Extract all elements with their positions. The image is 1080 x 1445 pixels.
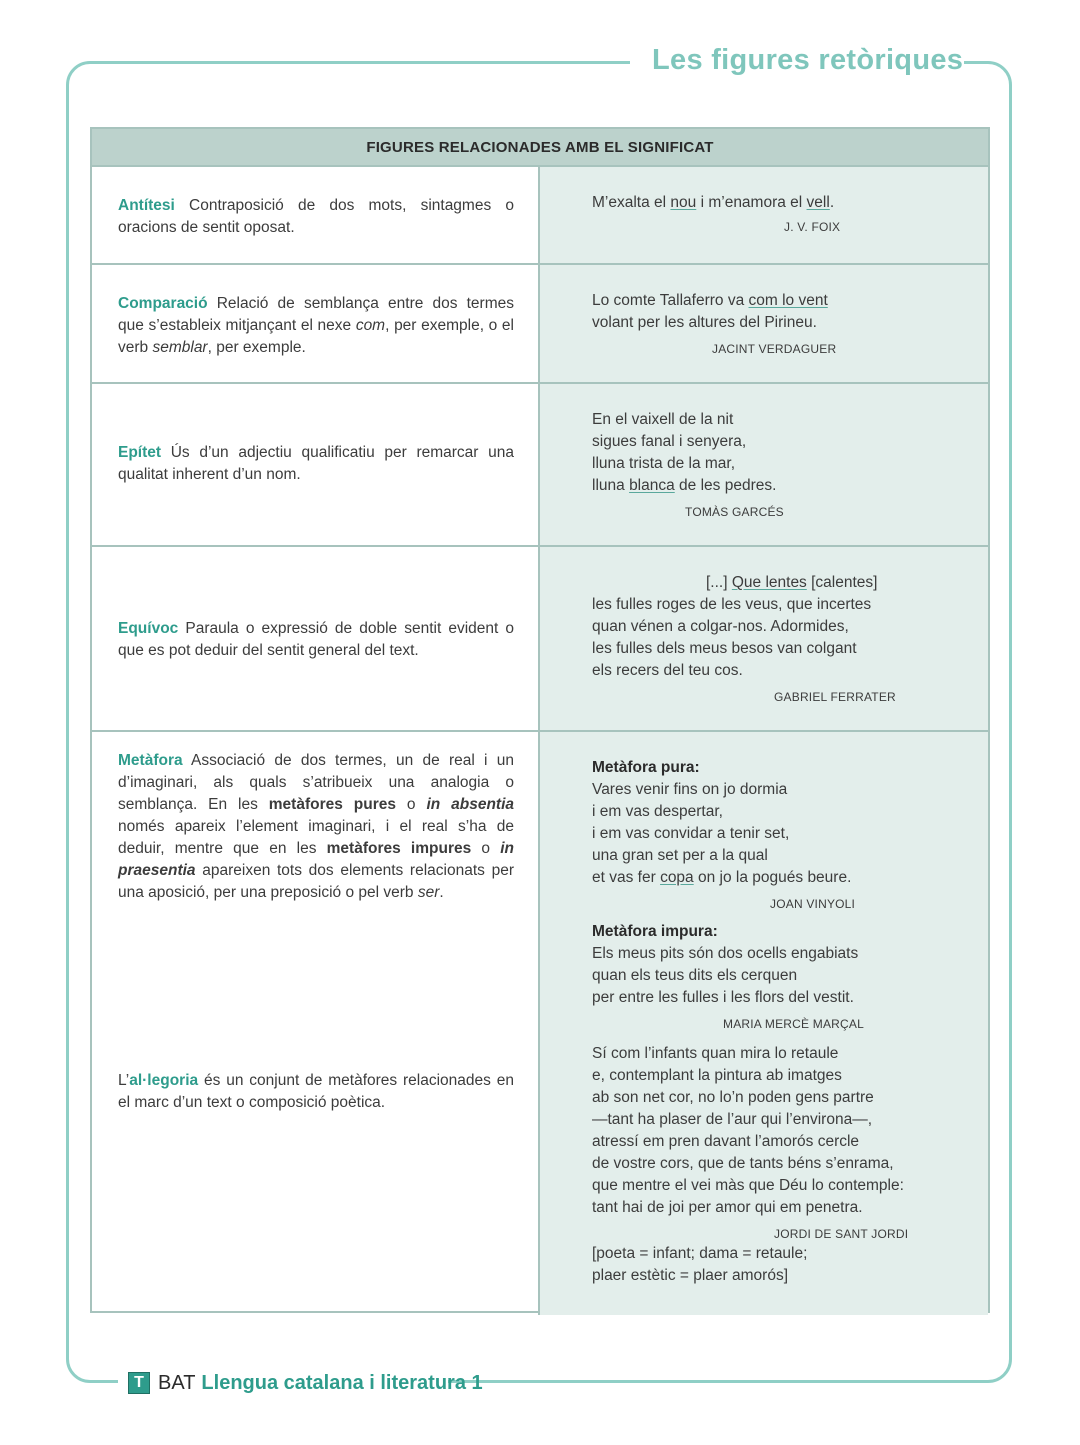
allegoria-definition <box>118 1070 514 1114</box>
example-note: [poeta = infant; dama = retaule; <box>592 1245 808 1262</box>
bold-term: metàfores impures <box>326 840 472 857</box>
underlined-word: nou <box>670 194 697 211</box>
footer-level: BAT <box>158 1371 196 1394</box>
table-row-metafora <box>92 732 988 1315</box>
text-fragment: de les pedres. <box>674 477 777 494</box>
definition-text: Paraula o expressió de doble sentit evident o que es pot deduir del sentit general del text. <box>118 620 514 659</box>
author-sant-jordi: JORDI DE SANT JORDI <box>774 1227 909 1241</box>
t-badge-icon: T <box>128 1372 150 1394</box>
example-line <box>592 192 988 214</box>
definition-text: L’ <box>118 1072 130 1089</box>
example-line: i em vas despertar, <box>592 803 723 820</box>
text-fragment: lluna <box>592 477 630 494</box>
example-line: i em vas convidar a tenir set, <box>592 825 790 842</box>
underlined-word: Que lentes <box>731 574 807 591</box>
term-antitesi: Antítesi <box>118 197 175 214</box>
author-garces: TOMÀS GARCÉS <box>685 505 784 519</box>
term-equivoc: Equívoc <box>118 620 179 637</box>
table-row-epitet <box>92 384 988 547</box>
example-line: tant hai de joi per amor qui em penetra. <box>592 1199 863 1216</box>
example-cell <box>540 547 988 730</box>
example-line: les fulles roges de les veus, que incertes <box>592 596 872 613</box>
example-cell <box>540 167 988 263</box>
author-marcal: MARIA MERCÈ MARÇAL <box>723 1017 864 1031</box>
example-line <box>592 290 988 312</box>
example-line: —tant ha plaser de l’aur qui l’environa—, <box>592 1111 873 1128</box>
underlined-word: copa <box>660 869 694 886</box>
definition-text: o <box>395 796 427 813</box>
term-metafora: Metàfora <box>118 752 183 769</box>
page-title: Les figures retòriques <box>652 44 964 76</box>
example-note: plaer estètic = plaer amorós] <box>592 1267 788 1284</box>
definition-text: . <box>439 884 444 901</box>
example-line: quan els teus dits els cerquen <box>592 967 798 984</box>
example-cell <box>540 732 988 1315</box>
subheading-metafora-pura: Metàfora pura: <box>592 759 700 776</box>
footer-course: Llengua catalana i literatura 1 <box>201 1371 483 1394</box>
underlined-word: com lo vent <box>748 292 828 309</box>
text-fragment: . <box>829 194 835 211</box>
text-fragment: M’exalta el <box>592 194 671 211</box>
definition-cell <box>92 265 540 382</box>
definition-text: Ús d’un adjectiu qualificatiu per remarcar una qualitat inherent d’un nom. <box>118 444 514 483</box>
definition-cell <box>92 167 540 263</box>
definition-text: , per exemple. <box>207 339 306 356</box>
table-row-equivoc <box>92 547 988 732</box>
text-fragment: i m’enamora el <box>696 194 807 211</box>
example-line: En el vaixell de la nit <box>592 411 734 428</box>
italic-word: ser <box>417 884 440 901</box>
text-fragment: [calentes] <box>806 574 878 591</box>
example-line: sigues fanal i senyera, <box>592 433 747 450</box>
author-verdaguer: JACINT VERDAGUER <box>712 342 837 356</box>
example-line: per entre les fulles i les flors del vestit. <box>592 989 854 1006</box>
figures-table <box>90 127 990 1313</box>
author-foix: J. V. FOIX <box>784 220 841 234</box>
example-line: que mentre el vei màs que Déu lo contemple: <box>592 1177 904 1194</box>
example-line: lluna trista de la mar, <box>592 455 736 472</box>
definition-text: Contraposició de dos mots, sintagmes o oracions de sentit oposat. <box>118 197 514 236</box>
example-line: Els meus pits són dos ocells engabiats <box>592 945 859 962</box>
underlined-word: blanca <box>629 477 675 494</box>
definition-text: Relació de semblança entre dos termes que s’estableix mitjançant el nexe <box>118 295 514 334</box>
example-line: els recers del teu cos. <box>592 662 743 679</box>
definition-text: Associació de dos termes, un de real i un d’imaginari, als quals s’atribueix una analogia o semblança. En les <box>118 752 514 813</box>
example-line: volant per les altures del Pirineu. <box>592 314 817 331</box>
term-epitet: Epítet <box>118 444 162 461</box>
spacer <box>592 1033 988 1043</box>
example-cell <box>540 265 988 382</box>
example-line: e, contemplant la pintura ab imatges <box>592 1067 842 1084</box>
definition-cell <box>92 547 540 730</box>
text-fragment: Lo comte Tallaferro va <box>592 292 749 309</box>
example-line <box>592 572 988 594</box>
author-ferrater: GABRIEL FERRATER <box>774 690 896 704</box>
footer <box>128 1370 483 1396</box>
table-row-comparacio <box>92 265 988 384</box>
text-fragment: et vas fer <box>592 869 661 886</box>
metafora-definition <box>118 750 514 904</box>
definition-text: apareixen tots dos elements relacionats per una aposició, per una preposició o pel verb <box>118 862 514 901</box>
table-row-antitesi <box>92 167 988 265</box>
bold-italic-term: in praesentia <box>118 840 514 879</box>
example-line: ab son net cor, no lo’n poden gens partre <box>592 1089 874 1106</box>
underlined-word: vell <box>806 194 830 211</box>
text-fragment: [...] <box>706 574 732 591</box>
definition-text: , per exemple, o el verb <box>118 317 514 356</box>
table-heading: FIGURES RELACIONADES AMB EL SIGNIFICAT <box>92 129 988 167</box>
subheading-metafora-impura: Metàfora impura: <box>592 923 718 940</box>
example-line: Sí com l’infants quan mira lo retaule <box>592 1045 839 1062</box>
term-allegoria: al·legoria <box>129 1072 199 1089</box>
bold-italic-term: in absentia <box>426 796 515 813</box>
italic-word: semblar <box>152 339 208 356</box>
example-line: Vares venir fins on jo dormia <box>592 781 788 798</box>
bold-term: metàfores pures <box>268 796 396 813</box>
text-fragment: on jo la pogués beure. <box>693 869 852 886</box>
example-line: de vostre cors, que de tants béns s’enrama, <box>592 1155 894 1172</box>
author-vinyoli: JOAN VINYOLI <box>770 897 856 911</box>
definition-cell <box>92 732 540 1315</box>
example-line: atressí em pren davant l’amorós cercle <box>592 1133 860 1150</box>
italic-word: com <box>355 317 386 334</box>
definition-cell <box>92 384 540 545</box>
example-cell <box>540 384 988 545</box>
example-line: les fulles dels meus besos van colgant <box>592 640 857 657</box>
example-line <box>592 867 988 889</box>
example-line: una gran set per a la qual <box>592 847 768 864</box>
definition-text: és un conjunt de metàfores relacionades en el marc d’un text o composició poètica. <box>118 1072 514 1111</box>
example-line: quan vénen a colgar-nos. Adormides, <box>592 618 849 635</box>
definition-text: o <box>471 840 501 857</box>
term-comparacio: Comparació <box>118 295 208 312</box>
definition-text: només apareix l’element imaginari, i el real s’ha de deduir, mentre que en les <box>118 818 514 857</box>
example-line <box>592 475 988 497</box>
